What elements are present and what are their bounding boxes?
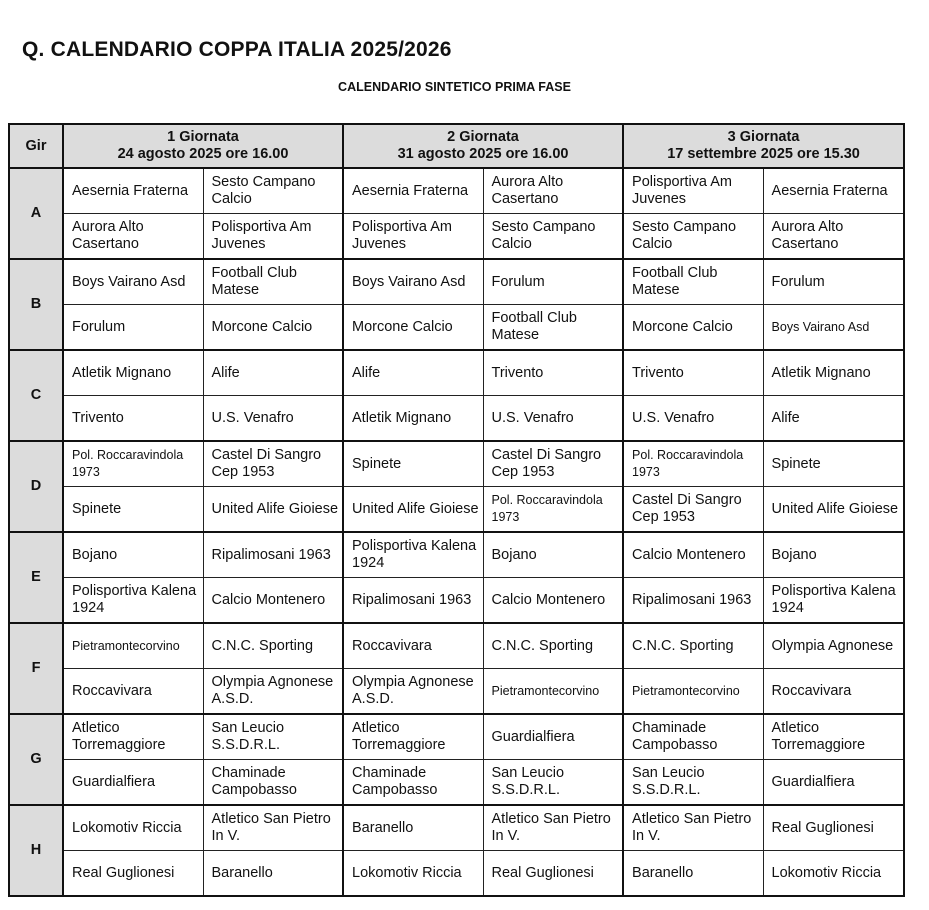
team-cell: Trivento xyxy=(63,396,203,442)
page-subtitle: CALENDARIO SINTETICO PRIMA FASE xyxy=(338,80,571,94)
team-cell: Bojano xyxy=(63,532,203,578)
team-cell: Atletik Mignano xyxy=(763,350,904,396)
team-cell: Pol. Roccaravindola 1973 xyxy=(63,441,203,487)
team-cell: San Leucio S.S.D.R.L. xyxy=(203,714,343,760)
team-cell: Chaminade Campobasso xyxy=(203,760,343,806)
header-row xyxy=(9,124,904,168)
team-cell: Boys Vairano Asd xyxy=(63,259,203,305)
giornata-2-name: 2 Giornata xyxy=(447,129,519,145)
team-cell: C.N.C. Sporting xyxy=(623,623,763,669)
team-cell: Olympia Agnonese A.S.D. xyxy=(203,669,343,715)
team-cell: Polisportiva Am Juvenes xyxy=(343,214,483,260)
page-title: Q. CALENDARIO COPPA ITALIA 2025/2026 xyxy=(22,38,452,61)
team-cell: Boys Vairano Asd xyxy=(343,259,483,305)
team-cell: Lokomotiv Riccia xyxy=(763,851,904,897)
table-row xyxy=(9,805,904,851)
team-cell: Forulum xyxy=(483,259,623,305)
team-cell: Pietramontecorvino xyxy=(63,623,203,669)
team-cell: Sesto Campano Calcio xyxy=(483,214,623,260)
team-cell: Roccavivara xyxy=(763,669,904,715)
team-cell: Olympia Agnonese xyxy=(763,623,904,669)
table-row xyxy=(9,350,904,396)
team-cell: Alife xyxy=(343,350,483,396)
team-cell: Real Guglionesi xyxy=(763,805,904,851)
team-cell: Real Guglionesi xyxy=(63,851,203,897)
team-cell: Castel Di Sangro Cep 1953 xyxy=(483,441,623,487)
team-cell: Polisportiva Kalena 1924 xyxy=(763,578,904,624)
calendar-body xyxy=(9,168,904,896)
team-cell: Olympia Agnonese A.S.D. xyxy=(343,669,483,715)
team-cell: Football Club Matese xyxy=(483,305,623,351)
team-cell: Atletik Mignano xyxy=(343,396,483,442)
table-row xyxy=(9,623,904,669)
team-cell: Aesernia Fraterna xyxy=(763,168,904,214)
giornata-2-header xyxy=(343,124,623,168)
team-cell: Aesernia Fraterna xyxy=(343,168,483,214)
team-cell: Aesernia Fraterna xyxy=(63,168,203,214)
group-label: G xyxy=(9,714,63,805)
team-cell: Alife xyxy=(203,350,343,396)
team-cell: Atletico Torremaggiore xyxy=(763,714,904,760)
team-cell: Sesto Campano Calcio xyxy=(203,168,343,214)
team-cell: Ripalimosani 1963 xyxy=(203,532,343,578)
table-row xyxy=(9,441,904,487)
team-cell: Spinete xyxy=(63,487,203,533)
team-cell: Castel Di Sangro Cep 1953 xyxy=(623,487,763,533)
team-cell: U.S. Venafro xyxy=(623,396,763,442)
giornata-3-name: 3 Giornata xyxy=(727,129,800,145)
team-cell: United Alife Gioiese xyxy=(763,487,904,533)
team-cell: Lokomotiv Riccia xyxy=(63,805,203,851)
team-cell: Chaminade Campobasso xyxy=(343,760,483,806)
group-label: A xyxy=(9,168,63,259)
team-cell: Alife xyxy=(763,396,904,442)
giornata-2-date: 31 agosto 2025 ore 16.00 xyxy=(397,146,569,162)
team-cell: Pietramontecorvino xyxy=(623,669,763,715)
giornata-1-header xyxy=(63,124,343,168)
table-row xyxy=(9,669,904,715)
group-label: C xyxy=(9,350,63,441)
team-cell: Baranello xyxy=(623,851,763,897)
team-cell: Baranello xyxy=(203,851,343,897)
team-cell: Football Club Matese xyxy=(203,259,343,305)
table-row xyxy=(9,214,904,260)
team-cell: Ripalimosani 1963 xyxy=(623,578,763,624)
giornata-1-name: 1 Giornata xyxy=(167,129,239,145)
team-cell: Aurora Alto Casertano xyxy=(763,214,904,260)
team-cell: Spinete xyxy=(343,441,483,487)
team-cell: Guardialfiera xyxy=(483,714,623,760)
team-cell: Aurora Alto Casertano xyxy=(63,214,203,260)
team-cell: Polisportiva Kalena 1924 xyxy=(63,578,203,624)
team-cell: Atletico San Pietro In V. xyxy=(623,805,763,851)
table-row xyxy=(9,168,904,214)
team-cell: Guardialfiera xyxy=(763,760,904,806)
group-label: D xyxy=(9,441,63,532)
team-cell: United Alife Gioiese xyxy=(343,487,483,533)
team-cell: San Leucio S.S.D.R.L. xyxy=(623,760,763,806)
gir-header: Gir xyxy=(9,124,63,168)
table-row xyxy=(9,396,904,442)
group-label: E xyxy=(9,532,63,623)
team-cell: United Alife Gioiese xyxy=(203,487,343,533)
group-label: B xyxy=(9,259,63,350)
team-cell: Trivento xyxy=(623,350,763,396)
team-cell: Atletik Mignano xyxy=(63,350,203,396)
group-label: H xyxy=(9,805,63,896)
table-row xyxy=(9,305,904,351)
team-cell: Aurora Alto Casertano xyxy=(483,168,623,214)
team-cell: Lokomotiv Riccia xyxy=(343,851,483,897)
team-cell: Polisportiva Kalena 1924 xyxy=(343,532,483,578)
table-row xyxy=(9,259,904,305)
giornata-3-header xyxy=(623,124,904,168)
team-cell: Guardialfiera xyxy=(63,760,203,806)
team-cell: Polisportiva Am Juvenes xyxy=(623,168,763,214)
team-cell: Football Club Matese xyxy=(623,259,763,305)
team-cell: Atletico San Pietro In V. xyxy=(203,805,343,851)
team-cell: Calcio Montenero xyxy=(203,578,343,624)
giornata-1-date: 24 agosto 2025 ore 16.00 xyxy=(117,146,289,162)
team-cell: C.N.C. Sporting xyxy=(483,623,623,669)
table-row xyxy=(9,851,904,897)
team-cell: Spinete xyxy=(763,441,904,487)
team-cell: Morcone Calcio xyxy=(203,305,343,351)
table-row xyxy=(9,532,904,578)
team-cell: Roccavivara xyxy=(343,623,483,669)
team-cell: San Leucio S.S.D.R.L. xyxy=(483,760,623,806)
team-cell: Boys Vairano Asd xyxy=(763,305,904,351)
team-cell: Pietramontecorvino xyxy=(483,669,623,715)
team-cell: Roccavivara xyxy=(63,669,203,715)
giornata-3-date: 17 settembre 2025 ore 15.30 xyxy=(667,146,860,162)
team-cell: Trivento xyxy=(483,350,623,396)
table-row xyxy=(9,578,904,624)
team-cell: Castel Di Sangro Cep 1953 xyxy=(203,441,343,487)
team-cell: Atletico Torremaggiore xyxy=(63,714,203,760)
team-cell: Atletico San Pietro In V. xyxy=(483,805,623,851)
team-cell: Calcio Montenero xyxy=(623,532,763,578)
team-cell: Morcone Calcio xyxy=(623,305,763,351)
team-cell: Bojano xyxy=(763,532,904,578)
team-cell: Bojano xyxy=(483,532,623,578)
team-cell: Baranello xyxy=(343,805,483,851)
team-cell: Pol. Roccaravindola 1973 xyxy=(623,441,763,487)
table-row xyxy=(9,487,904,533)
team-cell: Atletico Torremaggiore xyxy=(343,714,483,760)
calendar-table xyxy=(8,123,905,897)
team-cell: Calcio Montenero xyxy=(483,578,623,624)
team-cell: Pol. Roccaravindola 1973 xyxy=(483,487,623,533)
team-cell: Forulum xyxy=(63,305,203,351)
team-cell: Chaminade Campobasso xyxy=(623,714,763,760)
team-cell: Sesto Campano Calcio xyxy=(623,214,763,260)
team-cell: Forulum xyxy=(763,259,904,305)
team-cell: U.S. Venafro xyxy=(203,396,343,442)
table-row xyxy=(9,714,904,760)
table-row xyxy=(9,760,904,806)
team-cell: U.S. Venafro xyxy=(483,396,623,442)
team-cell: Real Guglionesi xyxy=(483,851,623,897)
group-label: F xyxy=(9,623,63,714)
team-cell: Ripalimosani 1963 xyxy=(343,578,483,624)
team-cell: C.N.C. Sporting xyxy=(203,623,343,669)
team-cell: Polisportiva Am Juvenes xyxy=(203,214,343,260)
team-cell: Morcone Calcio xyxy=(343,305,483,351)
